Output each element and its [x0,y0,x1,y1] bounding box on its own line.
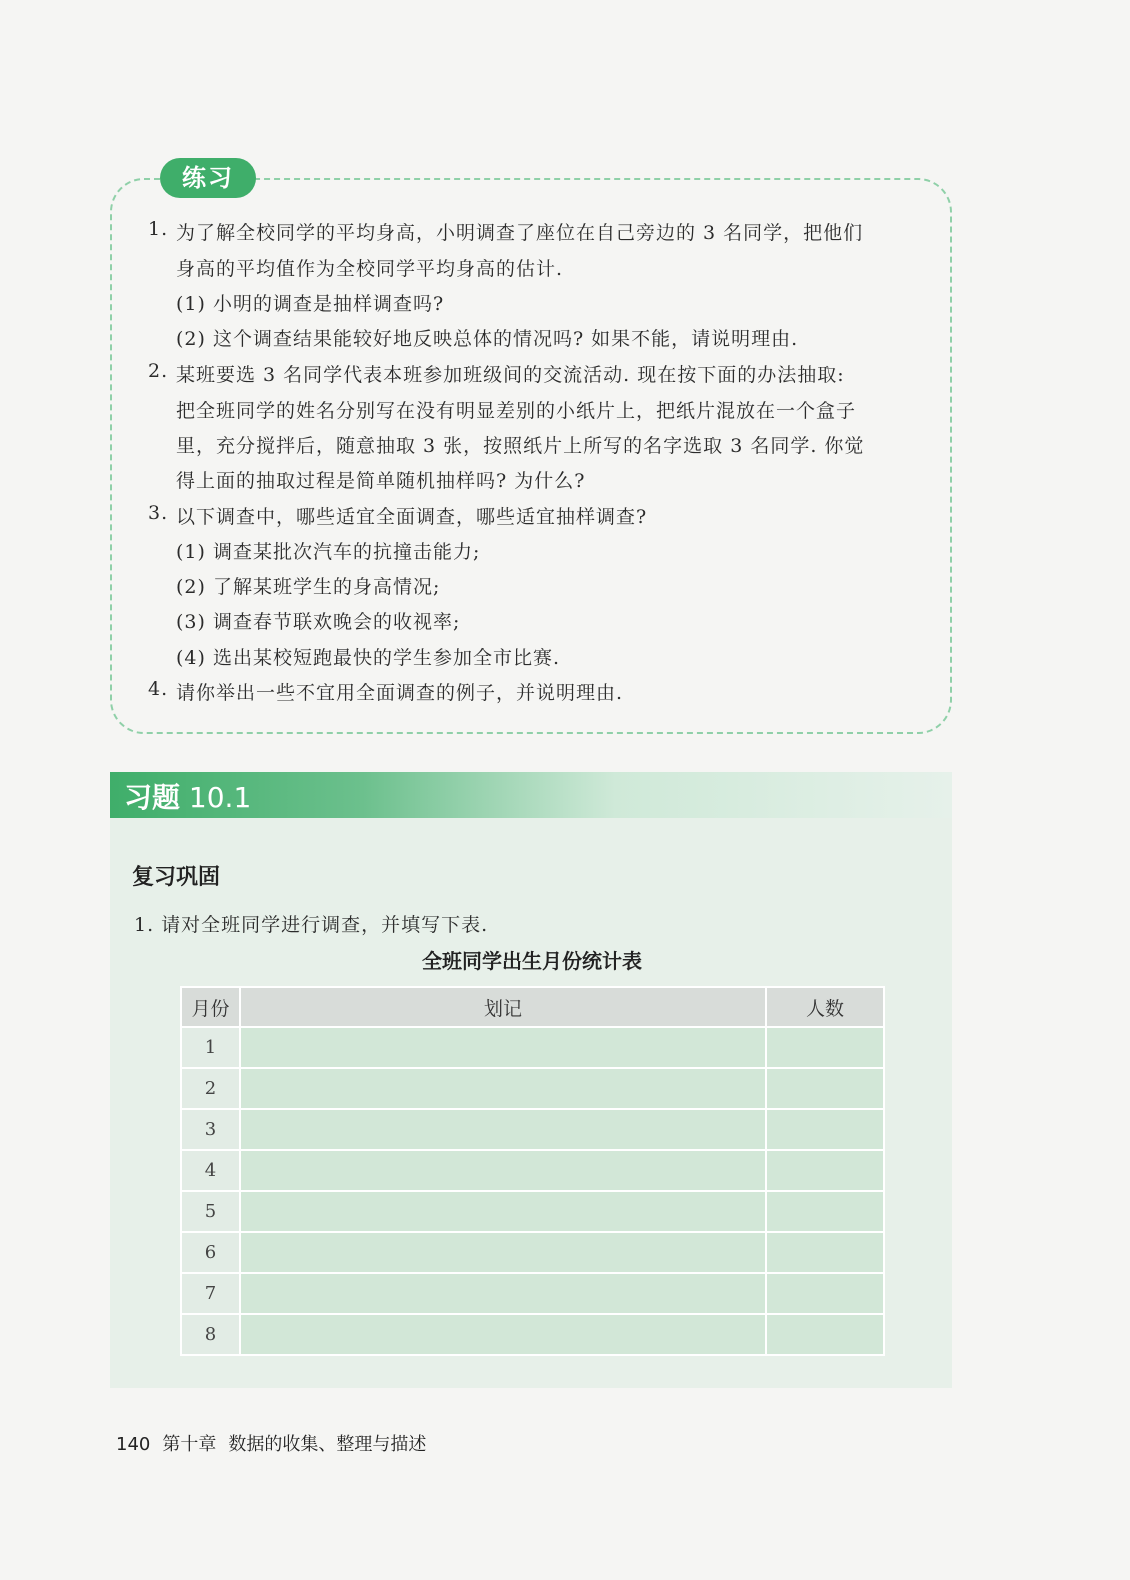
tally-cell[interactable] [240,1068,766,1109]
count-cell[interactable] [766,1027,884,1068]
count-cell[interactable] [766,1109,884,1150]
table-row [181,1109,884,1150]
count-cell[interactable] [766,1068,884,1109]
table-row [181,1273,884,1314]
table-row [181,1191,884,1232]
q4-line1: 请你举出一些不宜用全面调查的例子，并说明理由. [176,682,624,704]
tally-cell[interactable] [240,1109,766,1150]
q3-line1: 以下调查中，哪些适宜全面调查，哪些适宜抽样调查? [176,506,648,528]
q1-line2: 身高的平均值作为全校同学平均身高的估计. [176,258,564,280]
count-cell[interactable] [766,1232,884,1273]
q1-number: 1. [148,218,169,240]
header-count: 人数 [766,987,884,1027]
table-header-row [181,987,884,1027]
q3-sub2: (2) 了解某班学生的身高情况; [176,576,441,598]
header-tally: 划记 [240,987,766,1027]
table-title: 全班同学出生月份统计表 [422,949,642,973]
tally-cell[interactable] [240,1027,766,1068]
chapter-label: 第十章 [162,1434,217,1455]
month-cell: 6 [181,1232,240,1273]
section-title-number: 10.1 [188,781,252,814]
table-row [181,1232,884,1273]
month-cell: 2 [181,1068,240,1109]
tally-cell[interactable] [240,1273,766,1314]
header-month: 月份 [181,987,240,1027]
q1-sub2: (2) 这个调查结果能较好地反映总体的情况吗? 如果不能，请说明理由. [176,328,799,350]
tally-cell[interactable] [240,1232,766,1273]
table-row [181,1068,884,1109]
tally-cell[interactable] [240,1150,766,1191]
tally-cell[interactable] [240,1191,766,1232]
practice-tag: 练习 [160,158,256,198]
page-number: 140 [116,1434,151,1455]
q3-sub3: (3) 调查春节联欢晚会的收视率; [176,611,461,633]
q3-number: 3. [148,502,169,524]
q2-number: 2. [148,360,169,382]
chapter-title: 数据的收集、整理与描述 [228,1434,427,1455]
count-cell[interactable] [766,1150,884,1191]
table-row [181,1027,884,1068]
q2-line3: 里，充分搅拌后，随意抽取 3 张，按照纸片上所写的名字选取 3 名同学. 你觉 [176,435,865,457]
section-title-label: 习题 [124,781,181,814]
table-row [181,1314,884,1355]
table-row [181,1150,884,1191]
q3-sub4: (4) 选出某校短跑最快的学生参加全市比赛. [176,647,560,669]
review-subheading: 复习巩固 [132,865,221,890]
exercise-q1: 1. 请对全班同学进行调查，并填写下表. [134,914,489,936]
q3-sub1: (1) 调查某批次汽车的抗撞击能力; [176,541,481,563]
count-cell[interactable] [766,1314,884,1355]
month-cell: 1 [181,1027,240,1068]
month-cell: 8 [181,1314,240,1355]
section-title [124,776,251,816]
q1-sub1: (1) 小明的调查是抽样调查吗? [176,293,445,315]
month-cell: 3 [181,1109,240,1150]
count-cell[interactable] [766,1273,884,1314]
page-footer [116,1430,438,1456]
birth-month-table [180,986,885,1356]
q1-line1: 为了解全校同学的平均身高，小明调查了座位在自己旁边的 3 名同学，把他们 [176,222,864,244]
month-cell: 7 [181,1273,240,1314]
q2-line4: 得上面的抽取过程是简单随机抽样吗? 为什么? [176,470,586,492]
month-cell: 4 [181,1150,240,1191]
q2-line2: 把全班同学的姓名分别写在没有明显差别的小纸片上，把纸片混放在一个盒子 [176,400,857,422]
q4-number: 4. [148,678,169,700]
month-cell: 5 [181,1191,240,1232]
count-cell[interactable] [766,1191,884,1232]
q2-line1: 某班要选 3 名同学代表本班参加班级间的交流活动. 现在按下面的办法抽取: [176,364,845,386]
tally-cell[interactable] [240,1314,766,1355]
